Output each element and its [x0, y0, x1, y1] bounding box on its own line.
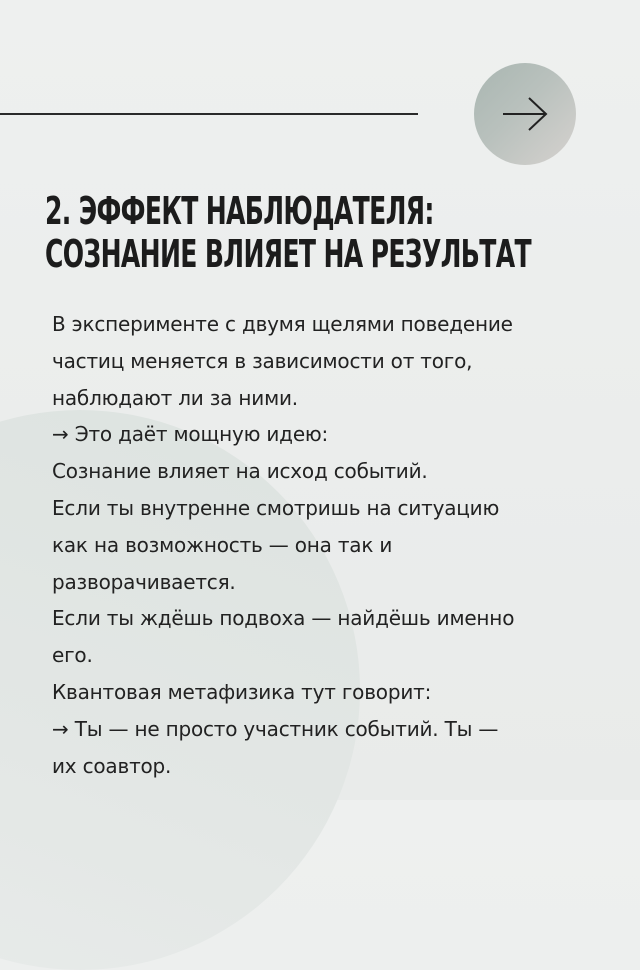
arrow-right-icon	[502, 97, 548, 131]
body-line: наблюдают ли за ними.	[52, 385, 298, 410]
title-line-1: 2. ЭФФЕКТ НАБЛЮДАТЕЛЯ:	[45, 189, 434, 233]
next-button[interactable]	[474, 63, 576, 165]
body-line: → Ты — не просто участник событий. Ты —	[52, 716, 499, 741]
body-line: Если ты внутренне смотришь на ситуацию	[52, 495, 500, 520]
body-line: Сознание влияет на исход событий.	[52, 459, 428, 484]
body-line: Если ты ждёшь подвоха — найдёшь именно	[52, 606, 515, 631]
body-line: как на возможность — она так и	[52, 532, 393, 557]
body-line: В эксперименте с двумя щелями поведение	[52, 312, 513, 336]
body-line: разворачивается.	[52, 569, 236, 594]
body-line: его.	[52, 643, 93, 668]
divider-line	[0, 113, 418, 115]
page-title	[45, 190, 605, 276]
body-text	[52, 306, 612, 784]
body-line: Квантовая метафизика тут говорит:	[52, 679, 432, 704]
body-line: частиц меняется в зависимости от того,	[52, 348, 473, 373]
body-line: → Это даёт мощную идею:	[52, 422, 329, 447]
body-line: их соавтор.	[52, 753, 172, 778]
title-line-2: СОЗНАНИЕ ВЛИЯЕТ НА РЕЗУЛЬТАТ	[45, 232, 531, 276]
